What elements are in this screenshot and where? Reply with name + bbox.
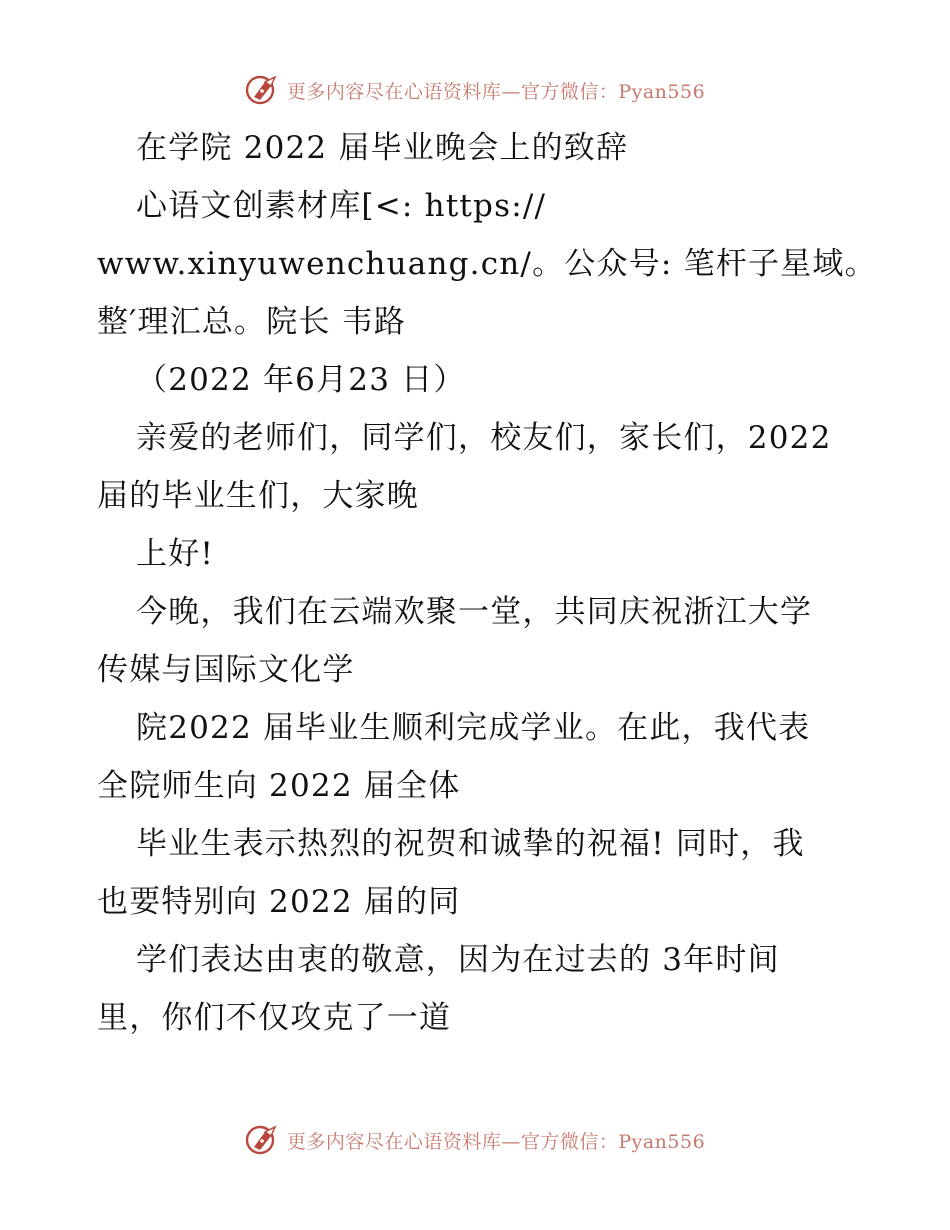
footer-banner: [0, 1120, 950, 1160]
body-line: 院2022 届毕业生顺利完成学业。在此，我代表: [136, 710, 811, 746]
body-line: 整′理汇总。院长 韦路: [97, 304, 407, 340]
body-line: 届的毕业生们，大家晚: [97, 478, 419, 514]
body-line: 亲爱的老师们，同学们，校友们，家长们，2022: [136, 420, 832, 456]
date-line: （2022 年6月23 日）: [136, 362, 466, 398]
body-line: 今晚，我们在云端欢聚一堂，共同庆祝浙江大学: [136, 594, 813, 630]
footer-banner-text: 更多内容尽在心语资料库—官方微信：Pyan556: [286, 1130, 706, 1153]
body-line: 全院师生向 2022 届全体: [97, 768, 461, 804]
header-banner-text: 更多内容尽在心语资料库—官方微信：Pyan556: [286, 80, 706, 103]
body-line: 上好!: [136, 536, 215, 572]
body-line: 里，你们不仅攻克了一道: [97, 1000, 452, 1036]
pen-nib-logo-icon: [245, 73, 279, 107]
body-line: 心语文创素材库[<: https://: [136, 188, 547, 224]
pen-nib-logo-icon: [245, 1123, 279, 1157]
body-line: 毕业生表示热烈的祝贺和诚挚的祝福! 同时，我: [136, 826, 805, 862]
body-line: 传媒与国际文化学: [97, 652, 355, 688]
body-line: 也要特别向 2022 届的同: [97, 884, 461, 920]
document-title-line: 在学院 2022 届毕业晚会上的致辞: [136, 130, 629, 166]
header-banner: [0, 70, 950, 110]
body-line: www.xinyuwenchuang.cn/。公众号: 笔杆子星域。: [97, 246, 877, 282]
body-line: 学们表达由衷的敬意，因为在过去的 3年时间: [136, 942, 780, 978]
